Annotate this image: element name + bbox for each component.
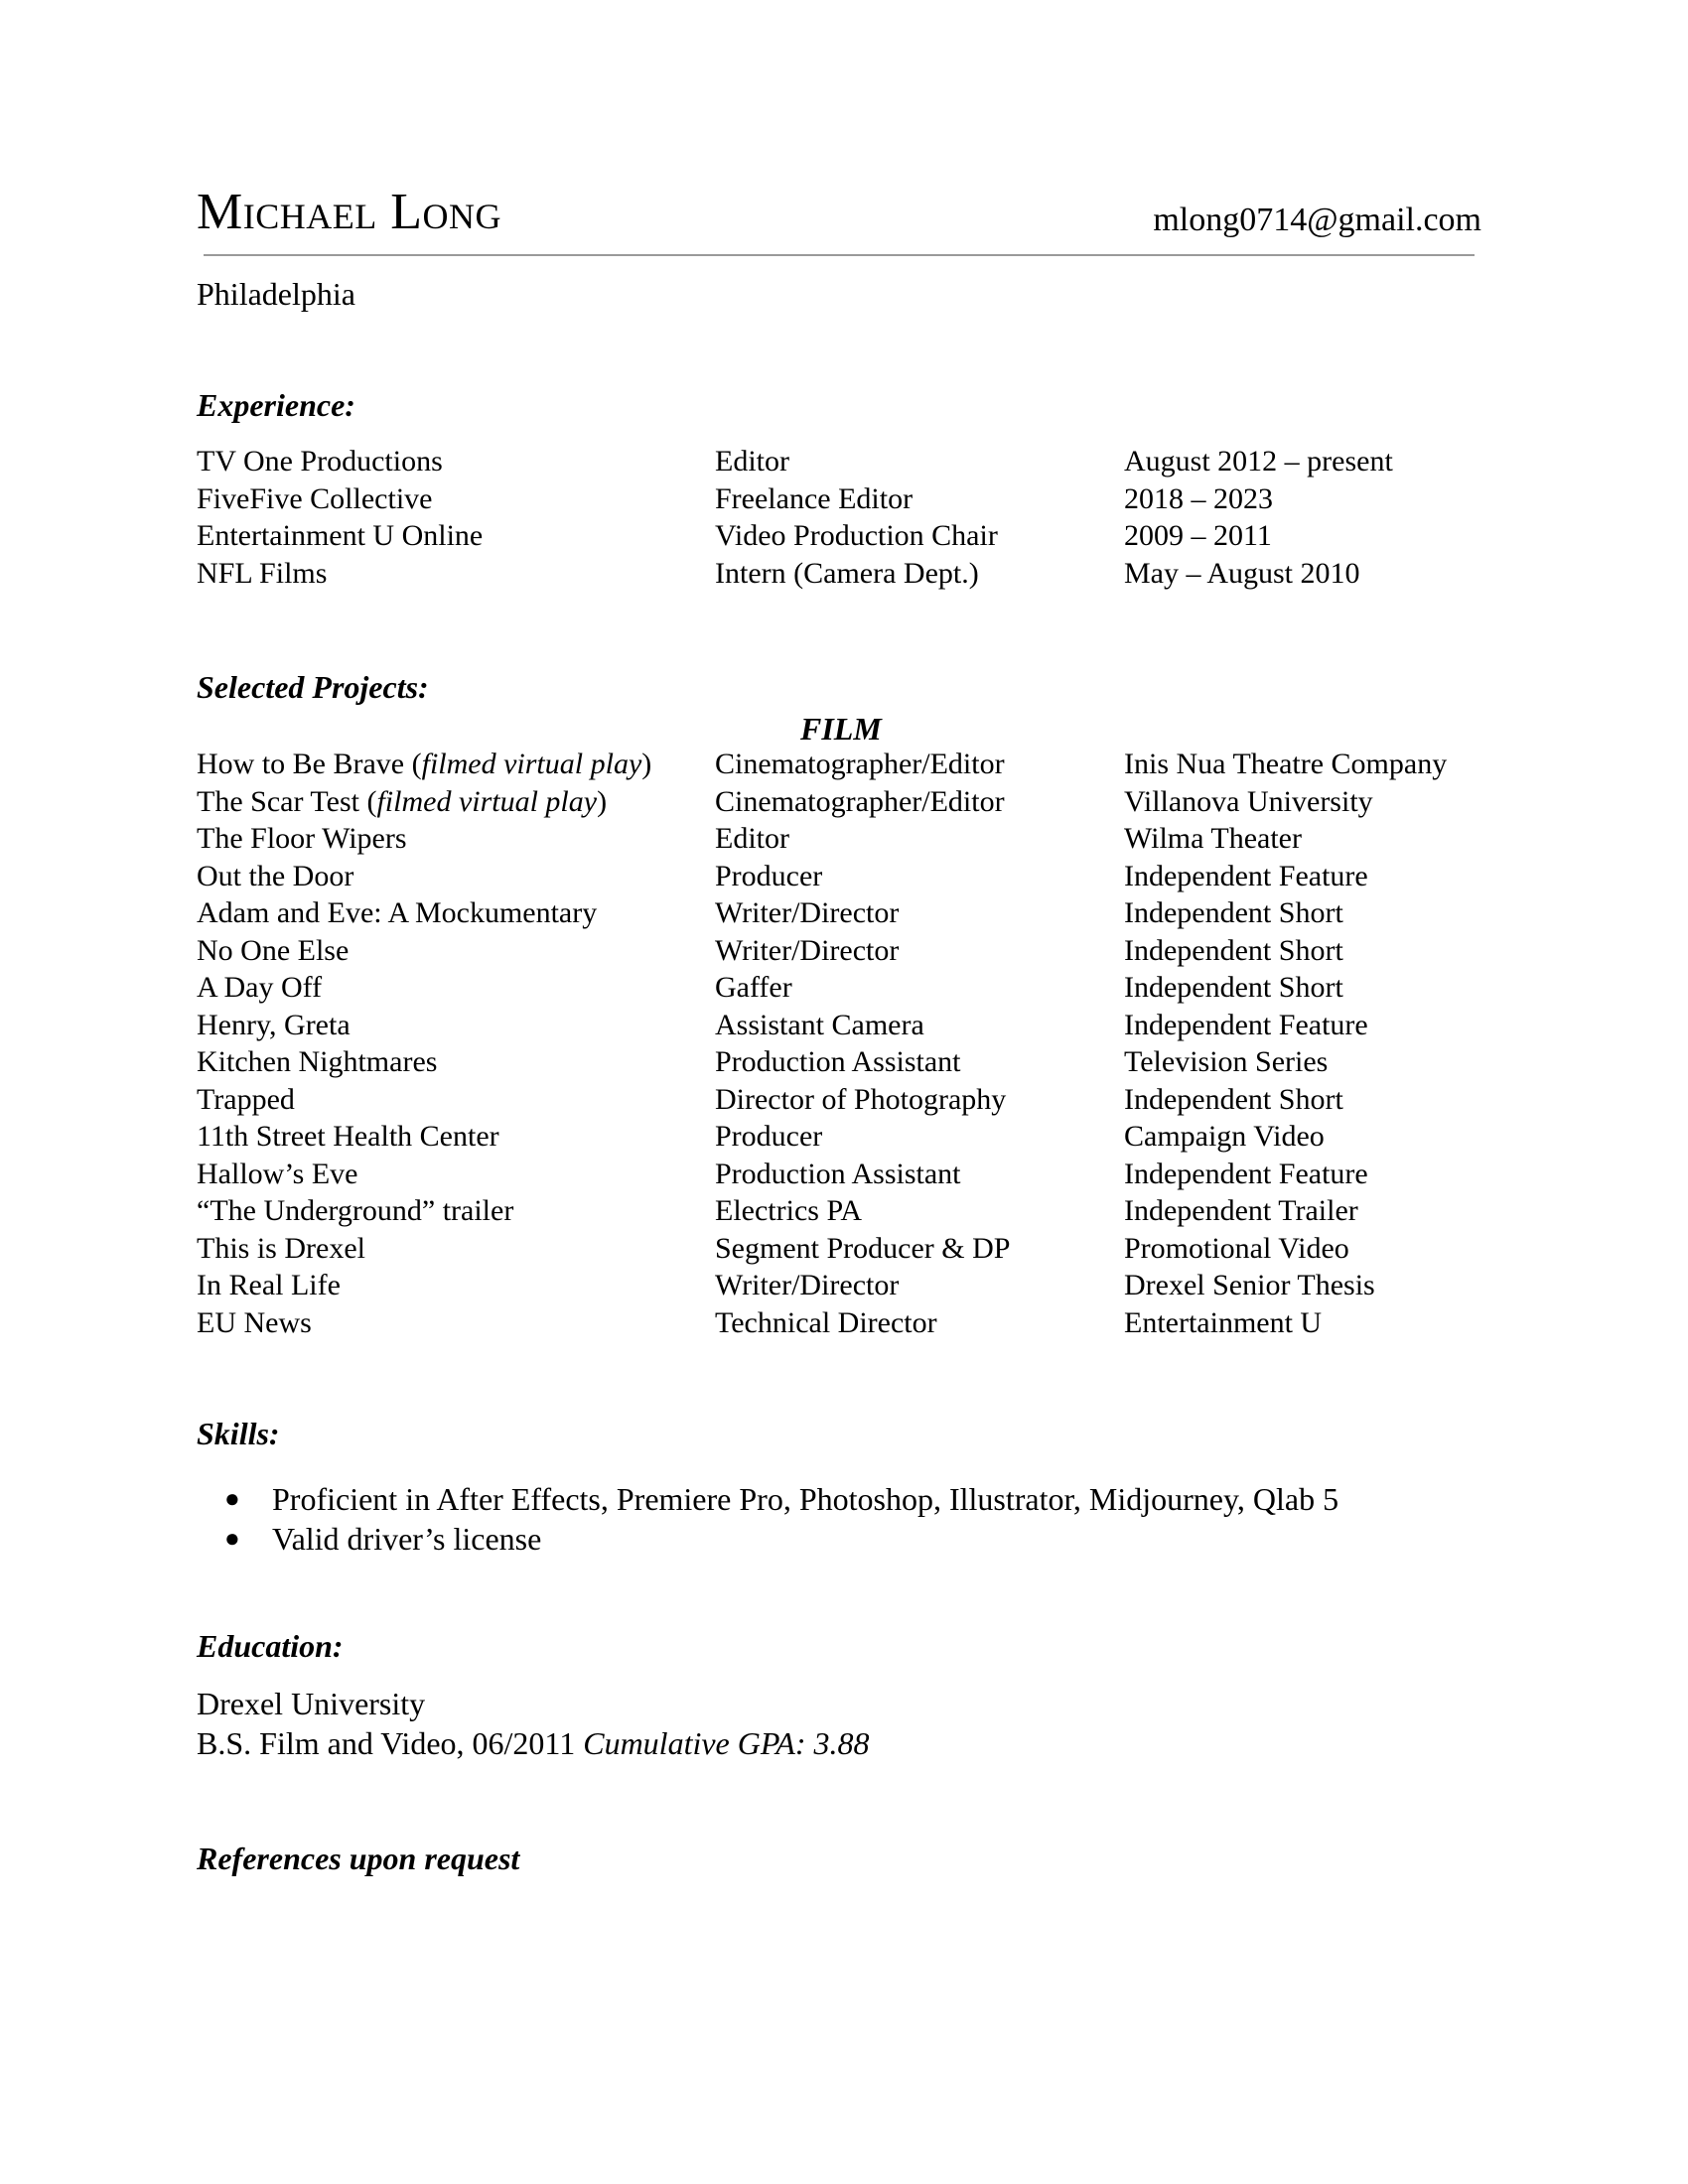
project-title — [197, 820, 407, 858]
experience-list — [197, 443, 1487, 592]
project-title-text: 11th Street Health Center — [197, 1120, 499, 1153]
experience-row — [197, 443, 1487, 480]
project-role: Editor — [715, 822, 789, 855]
project-title-text: Out the Door — [197, 859, 354, 892]
project-title-text: How to Be Brave ( — [197, 748, 422, 780]
education-gpa: Cumulative GPA: 3.88 — [583, 1725, 870, 1761]
project-row — [197, 1043, 1487, 1081]
project-title — [197, 1007, 351, 1044]
project-row — [197, 1156, 1487, 1193]
project-title-text: In Real Life — [197, 1269, 341, 1301]
project-row — [197, 1304, 1487, 1342]
project-row — [197, 894, 1487, 932]
project-role: Cinematographer/Editor — [715, 784, 1005, 818]
project-company: Wilma Theater — [1124, 822, 1302, 855]
experience-org: TV One Productions — [197, 445, 443, 478]
project-title-text: “The Underground” trailer — [197, 1194, 514, 1227]
project-title-tail: ) — [641, 748, 652, 780]
project-row — [197, 858, 1487, 895]
project-role: Director of Photography — [715, 1082, 1007, 1116]
project-row — [197, 1267, 1487, 1304]
project-title-note: filmed virtual play — [376, 784, 598, 818]
project-title — [197, 783, 607, 821]
project-title-text: Henry, Greta — [197, 1008, 351, 1041]
project-title — [197, 1267, 341, 1304]
experience-dates: 2009 – 2011 — [1124, 519, 1272, 552]
experience-role: Intern (Camera Dept.) — [715, 556, 979, 590]
experience-row — [197, 480, 1487, 518]
education-heading: Education: — [197, 1628, 344, 1664]
project-role: Cinematographer/Editor — [715, 748, 1005, 780]
project-title — [197, 894, 597, 932]
project-company: Villanova University — [1124, 784, 1373, 818]
project-title — [197, 746, 651, 783]
project-company: Campaign Video — [1124, 1120, 1325, 1153]
project-title-text: This is Drexel — [197, 1231, 365, 1265]
header-divider — [204, 254, 1475, 256]
email-address: mlong0714@gmail.com — [1153, 202, 1481, 238]
project-title-note: filmed virtual play — [421, 748, 642, 780]
project-row — [197, 783, 1487, 821]
project-row — [197, 1230, 1487, 1268]
project-title-text: Kitchen Nightmares — [197, 1045, 438, 1078]
project-title-text: Trapped — [197, 1082, 295, 1116]
project-role: Gaffer — [715, 971, 792, 1004]
project-title — [197, 1043, 437, 1081]
project-company: Promotional Video — [1124, 1231, 1349, 1265]
project-row — [197, 1081, 1487, 1119]
skill-text: Valid driver’s license — [272, 1521, 542, 1557]
project-role: Segment Producer & DP — [715, 1231, 1011, 1265]
project-title — [197, 858, 353, 895]
projects-heading: Selected Projects: — [197, 669, 429, 705]
education-school: Drexel University — [197, 1686, 426, 1721]
experience-role: Freelance Editor — [715, 481, 914, 515]
project-company: Independent Short — [1124, 933, 1343, 967]
project-title — [197, 1081, 295, 1119]
project-title-tail: ) — [597, 784, 608, 818]
project-role: Technical Director — [715, 1305, 937, 1339]
project-row — [197, 969, 1487, 1007]
experience-dates: 2018 – 2023 — [1124, 481, 1273, 515]
experience-role: Video Production Chair — [715, 519, 998, 552]
project-role: Writer/Director — [715, 1269, 900, 1301]
project-row — [197, 746, 1487, 783]
skills-heading: Skills: — [197, 1416, 280, 1451]
project-title — [197, 1230, 365, 1268]
experience-role: Editor — [715, 445, 789, 478]
project-role: Production Assistant — [715, 1045, 961, 1078]
project-title-text: EU News — [197, 1305, 312, 1339]
project-row — [197, 1007, 1487, 1044]
experience-dates: August 2012 – present — [1124, 445, 1393, 478]
experience-dates: May – August 2010 — [1124, 556, 1360, 590]
project-company: Independent Short — [1124, 896, 1343, 929]
project-title — [197, 1118, 499, 1156]
project-title-text: A Day Off — [197, 971, 323, 1004]
project-company: Entertainment U — [1124, 1305, 1323, 1339]
project-company: Independent Feature — [1124, 1008, 1368, 1041]
project-title-text: Hallow’s Eve — [197, 1157, 358, 1190]
project-title-text: No One Else — [197, 933, 350, 967]
project-title — [197, 1156, 357, 1193]
project-company: Independent Trailer — [1124, 1194, 1358, 1227]
experience-org: FiveFive Collective — [197, 481, 433, 515]
project-role: Assistant Camera — [715, 1008, 924, 1041]
project-company: Independent Feature — [1124, 859, 1368, 892]
project-role: Production Assistant — [715, 1157, 961, 1190]
project-company: Independent Short — [1124, 1082, 1343, 1116]
education-degree: B.S. Film and Video, 06/2011 — [197, 1725, 576, 1761]
project-title-text: Adam and Eve: A Mockumentary — [197, 896, 598, 929]
project-role: Writer/Director — [715, 933, 900, 967]
candidate-name: Michael Long — [197, 184, 501, 240]
project-title-text: The Scar Test ( — [197, 784, 377, 818]
project-company: Drexel Senior Thesis — [1124, 1269, 1375, 1301]
project-company: Independent Short — [1124, 971, 1343, 1004]
experience-row — [197, 517, 1487, 555]
project-company: Television Series — [1124, 1045, 1329, 1078]
experience-row — [197, 555, 1487, 593]
project-row — [197, 1192, 1487, 1230]
skill-text: Proficient in After Effects, Premiere Pro, Photoshop, Illustrator, Midjourney, Qlab 5 — [272, 1481, 1339, 1517]
project-row — [197, 1118, 1487, 1156]
project-title-text: The Floor Wipers — [197, 822, 407, 855]
experience-heading: Experience: — [197, 387, 355, 423]
bullet-icon: ● — [224, 1524, 240, 1553]
project-company: Independent Feature — [1124, 1157, 1368, 1190]
project-title — [197, 1192, 513, 1230]
project-role: Producer — [715, 859, 823, 892]
projects-list — [197, 746, 1487, 1341]
location: Philadelphia — [197, 276, 355, 312]
project-role: Producer — [715, 1120, 823, 1153]
film-category-label: FILM — [800, 711, 882, 747]
project-company: Inis Nua Theatre Company — [1124, 748, 1448, 780]
bullet-icon: ● — [224, 1484, 240, 1513]
project-role: Writer/Director — [715, 896, 900, 929]
project-row — [197, 932, 1487, 970]
experience-org: Entertainment U Online — [197, 519, 484, 552]
project-role: Electrics PA — [715, 1194, 863, 1227]
references-note: References upon request — [197, 1841, 520, 1876]
project-title — [197, 932, 349, 970]
project-row — [197, 820, 1487, 858]
experience-org: NFL Films — [197, 556, 328, 590]
education-degree-line — [197, 1723, 869, 1763]
project-title — [197, 969, 322, 1007]
project-title — [197, 1304, 312, 1342]
